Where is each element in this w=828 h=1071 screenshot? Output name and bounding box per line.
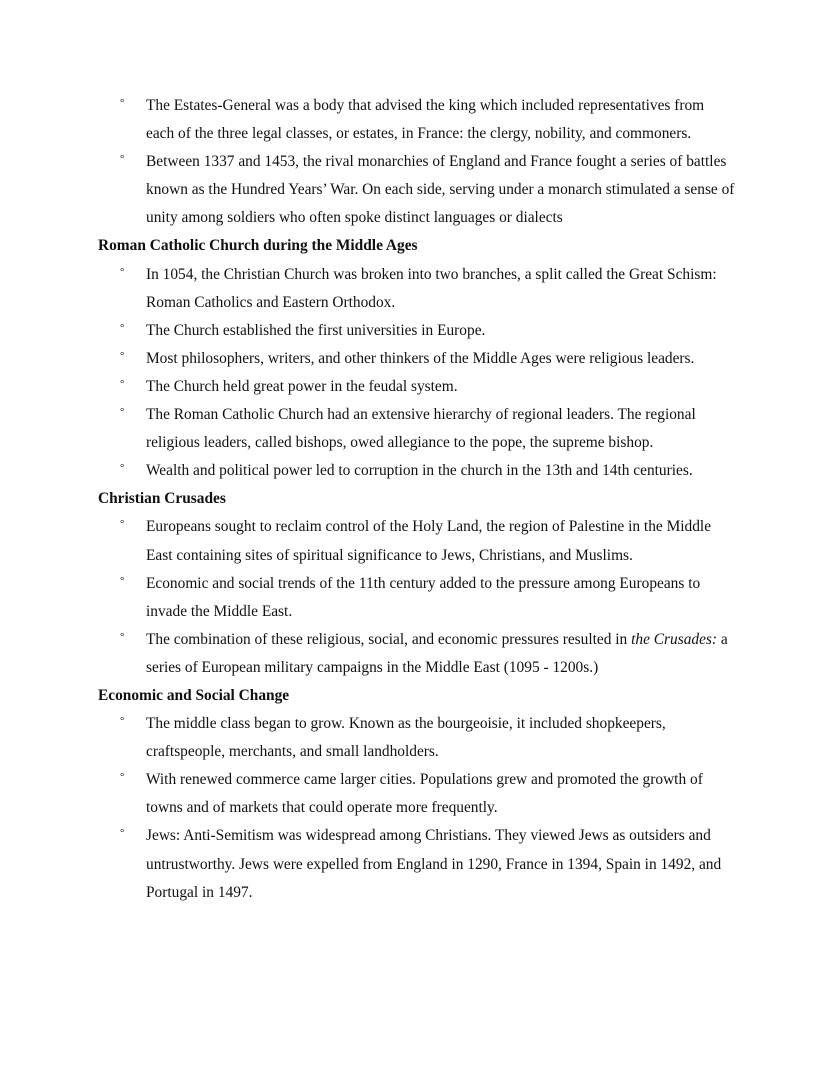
list-item-text: In 1054, the Christian Church was broken into two branches, a split called the Great Schism: Roman Catholics and Eastern Orthodox. xyxy=(146,265,717,311)
list-item-text: The Church established the first universities in Europe. xyxy=(146,321,486,339)
bullet-icon: ° xyxy=(120,715,125,728)
section-heading-church: Roman Catholic Church during the Middle Ages xyxy=(98,237,418,255)
list-item-text: Economic and social trends of the 11th century added to the pressure among Europeans to invade the Middle East. xyxy=(146,574,701,620)
list-item-text: Between 1337 and 1453, the rival monarchies of England and France fought a series of battles known as the Hundred Years’ War. On each side, serving under a monarch stimulated a sense of unity among soldiers who often spoke distinct languages or dialects xyxy=(146,153,735,227)
list-item xyxy=(0,317,828,345)
bullet-icon: ° xyxy=(120,97,125,109)
list-item xyxy=(0,710,828,766)
list-item-text: Most philosophers, writers, and other thinkers of the Middle Ages were religious leaders. xyxy=(146,349,695,367)
list-item-text: The middle class began to grow. Known as the bourgeoisie, it included shopkeepers, craftspeople, merchants, and small landholders. xyxy=(146,715,666,761)
list-item xyxy=(0,373,828,401)
list-item xyxy=(0,148,828,232)
list-item-text: Wealth and political power led to corruption in the church in the 13th and 14th centuries. xyxy=(146,462,693,480)
list-item xyxy=(0,261,828,317)
section-heading-economic: Economic and Social Change xyxy=(98,686,290,704)
list-item-text: The Church held great power in the feudal system. xyxy=(146,377,458,395)
bullet-icon: ° xyxy=(120,153,125,166)
list-item xyxy=(0,92,828,148)
bullet-icon: ° xyxy=(120,377,125,390)
bullet-icon: ° xyxy=(120,827,125,840)
list-item xyxy=(0,766,828,822)
section-heading-crusades: Christian Crusades xyxy=(98,490,226,508)
list-item-text-after: a series of European military campaigns in the Middle East (1095 - 1200s.) xyxy=(146,630,728,676)
list-item-text: Europeans sought to reclaim control of the Holy Land, the region of Palestine in the Middle East containing sites of spiritual significance to Jews, Christians, and Muslims. xyxy=(146,518,712,564)
list-item-text-before: The combination of these religious, social, and economic pressures resulted in xyxy=(146,630,632,648)
intro-list xyxy=(0,92,828,232)
bullet-icon: ° xyxy=(120,406,125,419)
bullet-icon: ° xyxy=(120,349,125,362)
economic-list xyxy=(0,710,828,907)
list-item xyxy=(0,822,828,906)
list-item-text: With renewed commerce came larger cities. Populations grew and promoted the growth of towns and of markets that could operate more frequently. xyxy=(146,771,703,817)
crusades-list xyxy=(0,513,828,682)
list-item-text: The Roman Catholic Church had an extensive hierarchy of regional leaders. The regional religious leaders, called bishops, owed allegiance to the pope, the supreme bishop. xyxy=(146,406,696,452)
bullet-icon: ° xyxy=(120,771,125,784)
bullet-icon: ° xyxy=(120,630,125,643)
list-item xyxy=(0,570,828,626)
list-item xyxy=(0,513,828,569)
list-item-text-italic: the Crusades: xyxy=(631,630,718,648)
list-item xyxy=(0,457,828,485)
bullet-icon: ° xyxy=(120,321,125,334)
list-item xyxy=(0,626,828,682)
document-page xyxy=(0,92,828,907)
church-list xyxy=(0,261,828,486)
bullet-icon: ° xyxy=(120,462,125,475)
list-item-text: The Estates-General was a body that advised the king which included representatives from each of the three legal classes, or estates, in France: the clergy, nobility, and commoners. xyxy=(146,97,705,143)
list-item xyxy=(0,401,828,457)
list-item xyxy=(0,345,828,373)
bullet-icon: ° xyxy=(120,574,125,587)
bullet-icon: ° xyxy=(120,265,125,278)
bullet-icon: ° xyxy=(120,518,125,531)
list-item-text: Jews: Anti-Semitism was widespread among Christians. They viewed Jews as outsiders and untrustworthy. Jews were expelled from England in 1290, France in 1394, Spain in 1492, and Portugal in 1497. xyxy=(146,827,722,901)
